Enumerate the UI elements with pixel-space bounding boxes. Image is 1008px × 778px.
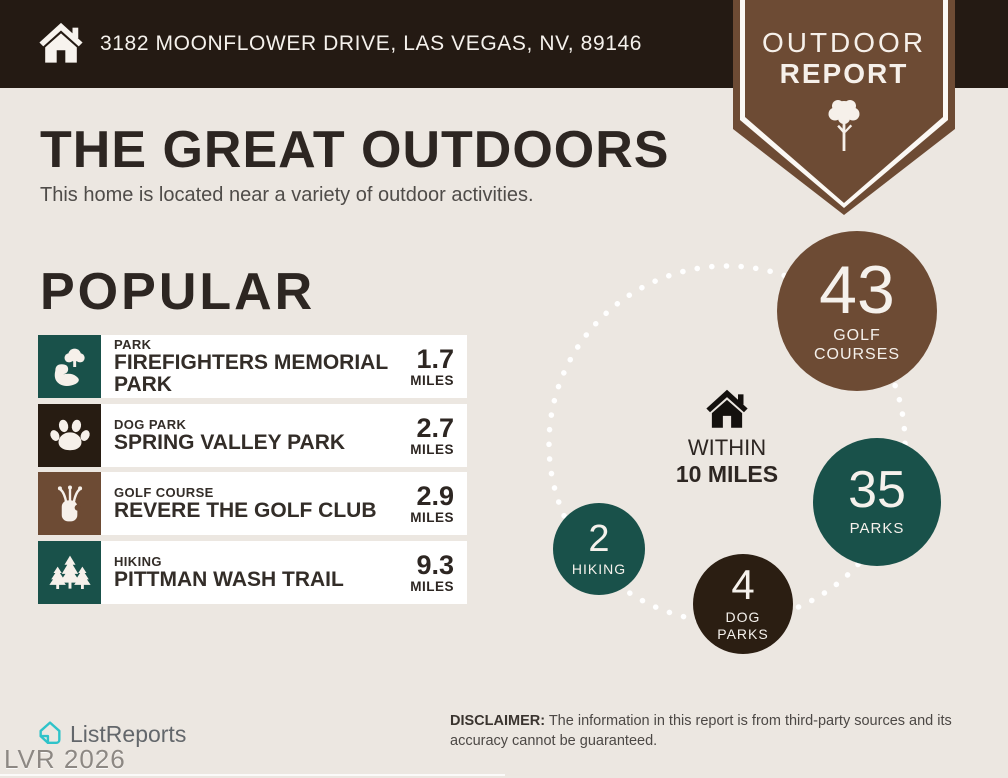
bubble-label: GOLF COURSES <box>813 327 901 364</box>
golf-course-tile <box>38 472 101 535</box>
distance <box>410 412 467 457</box>
disclaimer-label: DISCLAIMER: <box>450 713 546 729</box>
distance-unit: MILES <box>410 372 454 388</box>
bubble-value: 35 <box>848 461 906 520</box>
bubble-label: HIKING <box>571 560 627 577</box>
radius-center-label <box>647 435 807 488</box>
distance-value: 2.7 <box>416 412 454 443</box>
radius-label-line1: WITHIN <box>687 435 767 460</box>
distance-value: 2.9 <box>416 480 454 511</box>
park-icon <box>48 345 92 389</box>
bubble-value: 4 <box>731 561 755 609</box>
bubble-label: PARKS <box>849 519 905 537</box>
category-label: HIKING <box>114 554 162 570</box>
place-name: FIREFIGHTERS MEMORIAL PARK <box>114 351 388 396</box>
listreports-brand: ListReports <box>70 721 187 747</box>
card-body <box>101 541 467 604</box>
bubble-parks <box>813 438 941 566</box>
card-body <box>101 404 467 467</box>
distance-value: 1.7 <box>416 343 454 374</box>
distance <box>410 480 467 525</box>
distance-unit: MILES <box>410 441 454 457</box>
park-tile <box>38 335 101 398</box>
golf-bag-icon <box>48 482 92 526</box>
bubble-value: 43 <box>819 251 895 328</box>
distance-unit: MILES <box>410 509 454 525</box>
disclaimer-text <box>450 711 975 752</box>
distance-unit: MILES <box>410 578 454 594</box>
home-icon <box>705 388 749 430</box>
distance <box>410 549 467 594</box>
tree-icon <box>820 95 868 157</box>
badge-title-line1: OUTDOOR <box>761 27 927 58</box>
bubble-value: 2 <box>588 517 610 560</box>
dog-park-tile <box>38 404 101 467</box>
place-name: REVERE THE GOLF CLUB <box>114 499 377 523</box>
bubble-label: DOG PARKS <box>717 609 769 642</box>
category-label: DOG PARK <box>114 417 187 433</box>
page-title: THE GREAT OUTDOORS <box>40 121 670 179</box>
page-subtitle: This home is located near a variety of outdoor activities. <box>40 184 534 206</box>
list-item-park <box>38 335 467 398</box>
place-name: PITTMAN WASH TRAIL <box>114 568 344 592</box>
outdoor-report-badge <box>733 0 955 215</box>
property-address: 3182 MOONFLOWER DRIVE, LAS VEGAS, NV, 89146 <box>100 32 643 55</box>
bubble-golf-courses <box>777 231 937 391</box>
bottom-divider <box>0 774 505 776</box>
badge-title-line2: REPORT <box>779 58 909 89</box>
watermark: LVR 2026 <box>4 744 126 774</box>
category-label: GOLF COURSE <box>114 485 214 501</box>
home-icon <box>38 21 84 65</box>
card-body <box>101 472 467 535</box>
distance-value: 9.3 <box>416 549 454 580</box>
distance <box>410 343 467 388</box>
hiking-tile <box>38 541 101 604</box>
bubble-hiking <box>553 503 645 595</box>
radius-label-line2: 10 MILES <box>675 461 779 487</box>
card-body <box>101 335 467 398</box>
list-item-golf-course <box>38 472 467 535</box>
listreports-logo-icon <box>36 719 64 747</box>
list-item-dog-park <box>38 404 467 467</box>
list-item-hiking <box>38 541 467 604</box>
popular-heading: POPULAR <box>40 263 316 321</box>
paw-icon <box>48 414 92 458</box>
bubble-dog-parks <box>693 554 793 654</box>
pine-trees-icon <box>48 551 92 595</box>
place-name: SPRING VALLEY PARK <box>114 431 346 455</box>
disclaimer-body: The information in this report is from third-party sources and its accuracy cannot be guaranteed. <box>450 713 952 750</box>
category-label: PARK <box>114 337 152 353</box>
